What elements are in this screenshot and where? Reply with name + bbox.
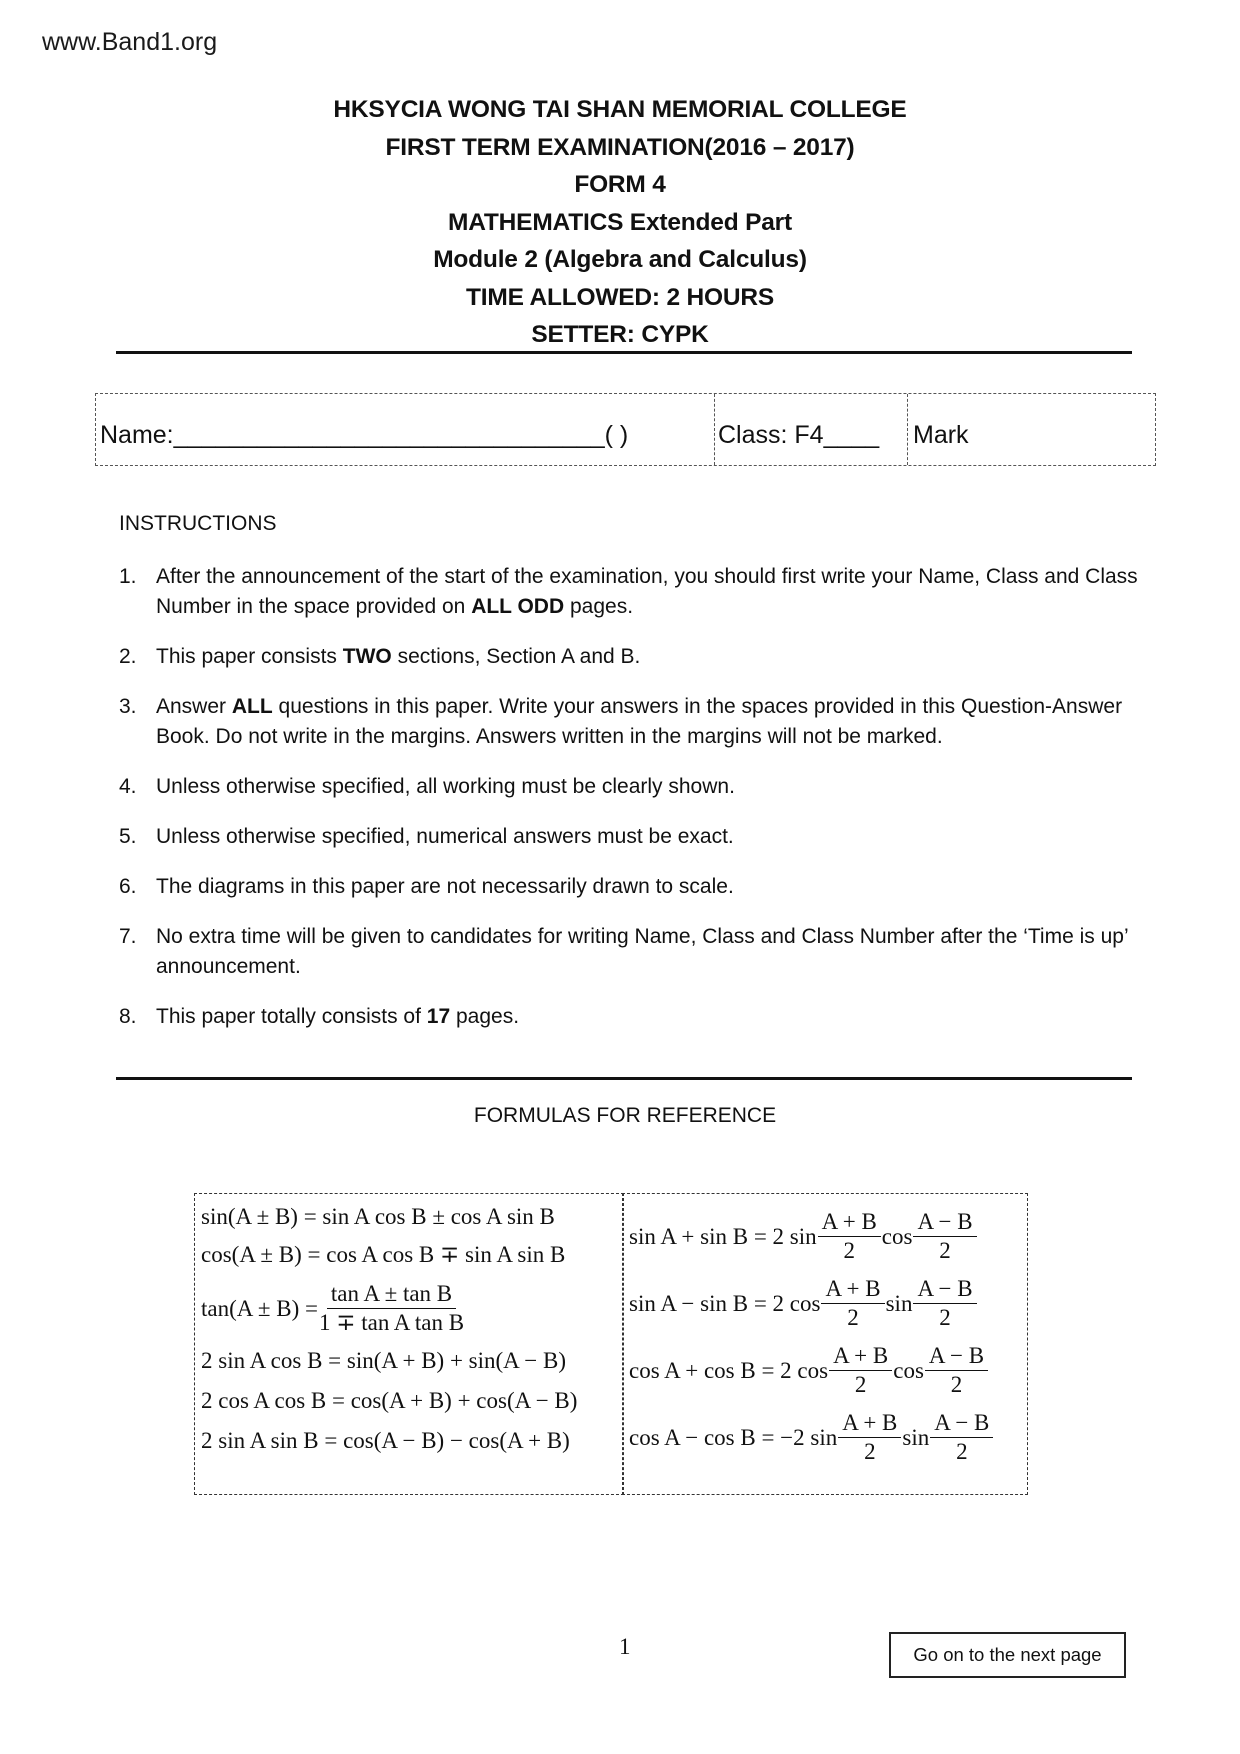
exam-title: FIRST TERM EXAMINATION(2016 – 2017) bbox=[385, 133, 855, 161]
instruction-text: Answer ALL questions in this paper. Write your answers in the spaces provided in this Question-Answer Book. Do not write in the margins. Answers written in the margins will not be marked. bbox=[156, 695, 1123, 748]
time-allowed: TIME ALLOWED: 2 HOURS bbox=[466, 283, 774, 311]
subject: MATHEMATICS Extended Part bbox=[448, 208, 792, 236]
instruction-item bbox=[119, 692, 1149, 752]
instruction-text: This paper consists TWO sections, Section A and B. bbox=[156, 645, 641, 668]
formula: sin(A ± B) = sin A cos B ± cos A sin B bbox=[201, 1204, 555, 1229]
formula: 2 sin A sin B = cos(A − B) − cos(A + B) bbox=[201, 1428, 570, 1453]
instruction-text: No extra time will be given to candidates for writing Name, Class and Class Number after the ‘Time is up’ announcement. bbox=[156, 925, 1128, 978]
instruction-number: 3. bbox=[119, 695, 137, 718]
formula: sin A − sin B = 2 cos $\frac{A + B}{2}$ sin $\frac{A - B}{2}$ bbox=[629, 1275, 978, 1332]
formula-box-right bbox=[622, 1193, 1028, 1495]
fraction: $\frac{A - B}{2}$ bbox=[913, 1275, 976, 1332]
exam-header bbox=[0, 91, 1240, 354]
instruction-text: Unless otherwise specified, numerical answers must be exact. bbox=[156, 825, 734, 848]
formula: sin A + sin B = 2 sin $\frac{A + B}{2}$ cos $\frac{A - B}{2}$ bbox=[629, 1208, 978, 1265]
instruction-number: 1. bbox=[119, 565, 137, 588]
instruction-number: 6. bbox=[119, 875, 137, 898]
instruction-number: 8. bbox=[119, 1005, 137, 1028]
fraction: $\frac{A + B}{2}$ bbox=[838, 1409, 901, 1466]
instruction-item bbox=[119, 562, 1149, 622]
instruction-text: After the announcement of the start of the examination, you should first write your Name, Class and Class Number in the space provided on ALL ODD pages. bbox=[156, 565, 1138, 618]
student-info-box bbox=[95, 393, 1156, 466]
module: Module 2 (Algebra and Calculus) bbox=[433, 246, 807, 273]
instruction-number: 5. bbox=[119, 825, 137, 848]
instruction-item bbox=[119, 1002, 1149, 1032]
header-divider bbox=[116, 351, 1132, 354]
class-field[interactable]: Class: F4____ bbox=[714, 394, 907, 465]
instruction-number: 7. bbox=[119, 925, 137, 948]
instruction-item bbox=[119, 772, 1149, 802]
form-level: FORM 4 bbox=[574, 171, 666, 198]
formula: 2 sin A cos B = sin(A + B) + sin(A − B) bbox=[201, 1348, 566, 1373]
instruction-number: 2. bbox=[119, 645, 137, 668]
mark-field: Mark bbox=[907, 394, 1155, 465]
instruction-text: The diagrams in this paper are not necessarily drawn to scale. bbox=[156, 875, 734, 898]
fraction: $\frac{A + B}{2}$ bbox=[818, 1208, 881, 1265]
formula: cos(A ± B) = cos A cos B ∓ sin A sin B bbox=[201, 1242, 566, 1267]
page-number: 1 bbox=[619, 1634, 631, 1659]
instruction-item bbox=[119, 642, 1149, 672]
formula-box-left bbox=[194, 1193, 624, 1495]
fraction: $\frac{A - B}{2}$ bbox=[913, 1208, 976, 1265]
fraction: $\frac{A + B}{2}$ bbox=[821, 1275, 884, 1332]
next-page-notice: Go on to the next page bbox=[889, 1632, 1126, 1678]
instruction-number: 4. bbox=[119, 775, 137, 798]
instruction-item bbox=[119, 822, 1149, 852]
formula: 2 cos A cos B = cos(A + B) + cos(A − B) bbox=[201, 1388, 578, 1413]
watermark: www.Band1.org bbox=[42, 28, 218, 56]
fraction: $\frac{A + B}{2}$ bbox=[829, 1342, 892, 1399]
name-field[interactable]: Name:_______________________________( ) bbox=[100, 421, 629, 449]
instruction-item bbox=[119, 922, 1149, 982]
school-name: HKSYCIA WONG TAI SHAN MEMORIAL COLLEGE bbox=[333, 96, 907, 123]
fraction: $\frac{A - B}{2}$ bbox=[930, 1409, 993, 1466]
instructions-list bbox=[119, 562, 1149, 1052]
instruction-text: Unless otherwise specified, all working must be clearly shown. bbox=[156, 775, 735, 798]
instruction-text: This paper totally consists of 17 pages. bbox=[156, 1005, 520, 1028]
fraction: $\frac{\text{tan A ± tan B}}{\text{1 ∓ tan A tan B}}$ bbox=[318, 1281, 465, 1335]
instruction-item bbox=[119, 872, 1149, 902]
setter: SETTER: CYPK bbox=[531, 321, 709, 348]
instructions-divider bbox=[116, 1077, 1132, 1080]
formula: cos A − cos B = −2 sin $\frac{A + B}{2}$ sin $\frac{A - B}{2}$ bbox=[629, 1409, 994, 1466]
instructions-title: INSTRUCTIONS bbox=[119, 512, 277, 535]
formulas-title: FORMULAS FOR REFERENCE bbox=[473, 1104, 777, 1127]
formula: cos A + cos B = 2 cos $\frac{A + B}{2}$ cos $\frac{A - B}{2}$ bbox=[629, 1342, 989, 1399]
fraction: $\frac{A - B}{2}$ bbox=[925, 1342, 988, 1399]
formula: tan(A ± B) = $\frac{\text{tan A ± tan B}}{\text{1 ∓ tan A tan B}}$ bbox=[201, 1281, 465, 1335]
